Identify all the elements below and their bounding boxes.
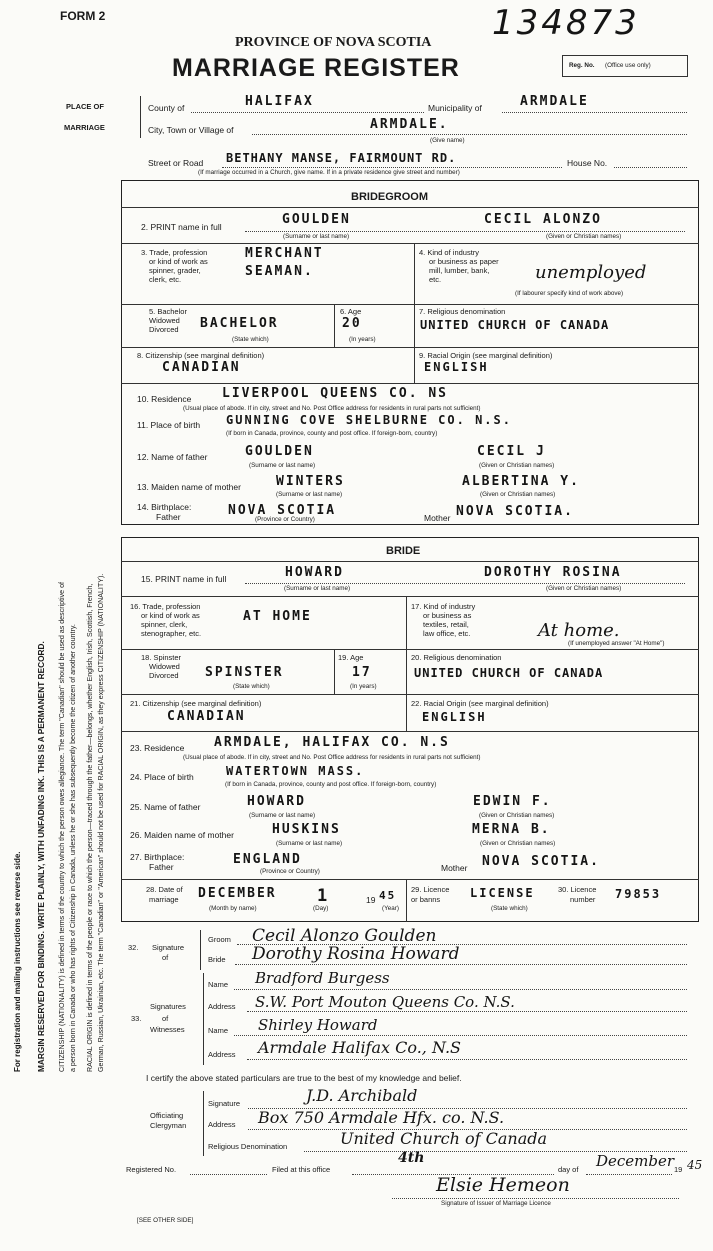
bride-sig-line	[235, 964, 687, 965]
groom-industry: unemployed	[535, 262, 647, 283]
groom-birthplace-label: 11. Place of birth	[137, 420, 201, 430]
street-note: (If marriage occurred in a Church, give name. If in a private residence give street and number)	[198, 169, 460, 176]
form-number: FORM 2	[60, 9, 106, 23]
bride-trade-label-3: spinner, clerk,	[141, 620, 188, 629]
bride-signature: Dorothy Rosina Howard	[252, 944, 460, 964]
bride-father-birth-label: Father	[149, 862, 174, 872]
side-note-3: CITIZENSHIP (NATIONALITY) is defined in terms of the country to which the person owes allegiance. The term "Canadian" should be used as descriptive of	[58, 581, 66, 1072]
bride-province-note: (Province or Country)	[260, 868, 320, 875]
bride-birthplace-note: (If born in Canada, province, county and post office. If foreign-born, country)	[225, 781, 437, 788]
bride-divider-0	[121, 561, 699, 562]
groom-religion-label: 7. Religious denomination	[419, 307, 506, 316]
bride-citizenship-label: 21. Citizenship (see marginal definition)	[130, 699, 262, 708]
licence-number-label-2: number	[570, 895, 596, 904]
groom-col-d	[414, 347, 415, 383]
bride-father-label: 25. Name of father	[130, 802, 201, 812]
groom-given: CECIL ALONZO	[484, 212, 602, 227]
groom-mother-surname-note: (Surname or last name)	[276, 491, 343, 498]
registered-line	[190, 1174, 267, 1175]
marriage-year-prefix: 19	[366, 895, 376, 905]
bride-mother-birthplace: NOVA SCOTIA.	[482, 854, 600, 869]
groom-divider-1	[121, 243, 699, 244]
page-title: MARRIAGE REGISTER	[172, 54, 460, 82]
groom-industry-note: (If labourer specify kind of work above)	[515, 290, 624, 297]
bride-industry: At home.	[538, 620, 620, 641]
groom-divider-2	[121, 304, 699, 305]
witness-label-2: of	[162, 1014, 169, 1023]
bride-status-label-2: Widowed	[149, 662, 180, 671]
bride-origin-label: 22. Racial Origin (see marginal definition)	[411, 699, 549, 708]
bride-trade: AT HOME	[243, 609, 312, 624]
groom-father-given-note: (Given or Christian names)	[479, 462, 555, 469]
bride-industry-label-1: 17. Kind of industry	[411, 602, 476, 611]
municipality-label: Municipality of	[428, 103, 482, 113]
licence-label-1: 29. Licence	[411, 885, 450, 894]
groom-religion: UNITED CHURCH OF CANADA	[420, 318, 610, 332]
give-name-note: (Give name)	[430, 137, 465, 144]
sig-of: of	[162, 953, 169, 962]
bride-divider-3	[121, 694, 699, 695]
date-label-2: marriage	[149, 895, 179, 904]
bride-status-label-1: 18. Spinster	[141, 653, 182, 662]
reg-box-label: Reg. No.	[569, 62, 595, 69]
bride-industry-label-3: textiles, retail,	[423, 620, 469, 629]
bride-father-surname: HOWARD	[247, 794, 306, 809]
licence-label-2: or banns	[411, 895, 441, 904]
groom-birthplace-note: (If born in Canada, province, county and post office. If foreign-born, country)	[226, 430, 438, 437]
reg-box-note: (Office use only)	[605, 62, 651, 69]
bride-divider-4	[121, 731, 699, 732]
bride-mother-surname: HUSKINS	[272, 822, 341, 837]
groom-mother-given-note: (Given or Christian names)	[480, 491, 556, 498]
bride-age: 17	[352, 665, 372, 680]
groom-surname: GOULDEN	[282, 212, 351, 227]
marriage-label: MARRIAGE	[64, 123, 105, 132]
bride-col-d	[406, 694, 407, 731]
date-label-1: 28. Date of	[146, 885, 183, 894]
clergy-address: Box 750 Armdale Hfx. co. N.S.	[258, 1108, 505, 1127]
bride-mother-label: 26. Maiden name of mother	[130, 830, 234, 840]
groom-father-surname-note: (Surname or last name)	[249, 462, 316, 469]
groom-divider-4	[121, 383, 699, 384]
bride-divider-2	[121, 649, 699, 650]
groom-residence: LIVERPOOL QUEENS CO. NS	[222, 386, 449, 401]
reg-box	[562, 55, 688, 77]
groom-divider-0	[121, 207, 699, 208]
city-label: City, Town or Village of	[148, 125, 234, 135]
groom-father-birth-label: Father	[156, 512, 181, 522]
w1-name: Bradford Burgess	[255, 969, 390, 987]
year-note: (Year)	[382, 905, 399, 912]
issuer-note: Signature of Issuer of Marriage Licence	[441, 1200, 551, 1207]
w1-address: S.W. Port Mouton Queens Co. N.S.	[255, 993, 515, 1011]
bride-surname: HOWARD	[285, 565, 344, 580]
groom-father-label: 12. Name of father	[137, 452, 208, 462]
sig-bracket	[200, 930, 201, 970]
clergy-bracket	[203, 1091, 204, 1156]
bride-trade-label-2: or kind of work as	[141, 611, 200, 620]
county-label: County of	[148, 103, 185, 113]
groom-status: BACHELOR	[200, 316, 279, 331]
w2-address-line	[247, 1059, 687, 1060]
witness-num: 33.	[131, 1014, 142, 1023]
licence-type: LICENSE	[470, 886, 535, 900]
groom-age-note: (In years)	[349, 336, 376, 343]
house-no-line	[614, 167, 687, 168]
groom-mother-birthplace: NOVA SCOTIA.	[456, 504, 574, 519]
city-line	[252, 134, 687, 135]
groom-birthplace: GUNNING COVE SHELBURNE CO. N.S.	[226, 413, 512, 427]
see-other-side: [SEE OTHER SIDE]	[137, 1217, 194, 1224]
bride-divider-5	[121, 879, 699, 880]
groom-divider-3	[121, 347, 699, 348]
bride-residence-note: (Usual place of abode. If in city, street and No. Post Office address for residents in rural parts not sufficient)	[183, 754, 481, 761]
groom-origin-label: 9. Racial Origin (see marginal definition)	[419, 351, 553, 360]
clergy-sig-label: Signature	[208, 1099, 241, 1108]
bride-col-c	[406, 649, 407, 694]
groom-signature: Cecil Alonzo Goulden	[252, 926, 437, 946]
groom-residence-label: 10. Residence	[137, 394, 192, 404]
bride-status: SPINSTER	[205, 665, 284, 680]
groom-trade-label-4: clerk, etc.	[149, 275, 182, 284]
groom-trade-1: MERCHANT	[245, 246, 324, 261]
filed-month: December	[596, 1152, 675, 1170]
clergy-denom-label: Religious Denomination	[208, 1142, 288, 1151]
groom-industry-label-2: or business as paper	[429, 257, 499, 266]
day-note: (Day)	[313, 905, 329, 912]
county-value: HALIFAX	[245, 94, 314, 109]
county-line	[191, 112, 424, 113]
bride-religion: UNITED CHURCH OF CANADA	[414, 666, 604, 680]
side-note-6: German, Russian, Ukrainian, etc. The term "Canadian" or "American" should not be used for RACIAL ORIGIN, as they express CITIZENSHIP (NATIONALITY).	[97, 573, 105, 1072]
groom-status-label-2: Widowed	[149, 316, 180, 325]
bride-given-note: (Given or Christian names)	[546, 585, 622, 592]
bride-mother-given: MERNA B.	[472, 822, 551, 837]
bride-print-label: 15. PRINT name in full	[141, 574, 227, 584]
province-heading: PROVINCE OF NOVA SCOTIA	[235, 35, 432, 50]
groom-citizenship: CANADIAN	[162, 360, 241, 375]
bride-mother-given-note: (Given or Christian names)	[480, 840, 556, 847]
bride-age-note: (In years)	[350, 683, 377, 690]
w2-address-label: Address	[208, 1050, 236, 1059]
bride-given: DOROTHY ROSINA	[484, 565, 622, 580]
groom-col-c	[414, 304, 415, 347]
issuer-line	[392, 1198, 679, 1199]
officiating-label-2: Clergyman	[150, 1121, 187, 1130]
groom-status-note: (State which)	[232, 336, 269, 343]
groom-father-given: CECIL J	[477, 444, 546, 459]
filed-year: 45	[687, 1158, 703, 1172]
groom-origin: ENGLISH	[424, 360, 489, 374]
groom-trade-label-1: 3. Trade, profession	[141, 248, 208, 257]
groom-industry-label-1: 4. Kind of industry	[419, 248, 480, 257]
bride-status-note: (State which)	[233, 683, 270, 690]
certify-statement: I certify the above stated particulars are true to the best of my knowledge and belief.	[146, 1073, 462, 1083]
bride-surname-note: (Surname or last name)	[284, 585, 351, 592]
bride-industry-label-2: or business as	[423, 611, 472, 620]
bride-industry-label-4: law office, etc.	[423, 629, 471, 638]
side-note-4: a person born in Canada or who has rights of Citizenship in Canada, unless he or she has subsequently become the citizen of another country.	[69, 624, 77, 1072]
municipality-value: ARMDALE	[520, 94, 589, 109]
street-value: BETHANY MANSE, FAIRMOUNT RD.	[226, 151, 457, 165]
filed-year-prefix: 19	[674, 1165, 683, 1174]
marriage-year: 45	[379, 889, 397, 902]
date-col	[406, 879, 407, 922]
licence-type-note: (State which)	[491, 905, 528, 912]
filed-day: 4th	[398, 1150, 425, 1166]
groom-citizenship-label: 8. Citizenship (see marginal definition)	[137, 351, 265, 360]
groom-trade-2: SEAMAN.	[245, 264, 314, 279]
groom-mother-surname: WINTERS	[276, 474, 345, 489]
bride-father-birthplace: ENGLAND	[233, 852, 302, 867]
bride-trade-label-4: stenographer, etc.	[141, 629, 202, 638]
groom-trade-label-2: or kind of work as	[149, 257, 208, 266]
groom-col-a	[414, 243, 415, 304]
bride-father-surname-note: (Surname or last name)	[249, 812, 316, 819]
w1-name-line	[234, 989, 687, 990]
bride-father-given-note: (Given or Christian names)	[479, 812, 555, 819]
w2-address: Armdale Halifax Co., N.S	[258, 1038, 461, 1057]
sig-label: Signature	[152, 943, 185, 952]
groom-industry-label-3: mill, lumber, bank,	[429, 266, 490, 275]
side-note-2: MARGIN RESERVED FOR BINDING. WRITE PLAINLY, WITH UNFADING INK. THIS IS A PERMANENT RECORD.	[36, 641, 46, 1072]
groom-print-label: 2. PRINT name in full	[141, 222, 222, 232]
w1-address-label: Address	[208, 1002, 236, 1011]
filed-month-line	[586, 1174, 672, 1175]
sig-label-num: 32.	[128, 943, 139, 952]
month-note: (Month by name)	[209, 905, 257, 912]
city-value: ARMDALE.	[370, 117, 449, 132]
groom-father-surname: GOULDEN	[245, 444, 314, 459]
w2-name-label: Name	[208, 1026, 229, 1035]
bride-divider-1	[121, 596, 699, 597]
bride-section	[121, 537, 699, 922]
bride-origin: ENGLISH	[422, 710, 487, 724]
groom-age-label: 6. Age	[340, 307, 362, 316]
bride-sig-label: Bride	[208, 955, 226, 964]
bride-residence: ARMDALE, HALIFAX CO. N.S	[214, 735, 450, 750]
bridegroom-header: BRIDEGROOM	[351, 191, 428, 203]
street-label: Street or Road	[148, 158, 204, 168]
groom-age: 20	[342, 316, 362, 331]
groom-industry-label-4: etc.	[429, 275, 442, 284]
side-note-5: RACIAL ORIGIN is defined in terms of the people or race to which the person—traced through the father—belongs, whether English, Irish, Scottish, French,	[86, 583, 94, 1072]
groom-sig-label: Groom	[208, 935, 231, 944]
officiating-label-1: Officiating	[150, 1111, 184, 1120]
bride-mother-birth-label: Mother	[441, 863, 468, 873]
street-line	[222, 167, 562, 168]
place-bracket	[140, 96, 141, 138]
day-of-label: day of	[558, 1165, 579, 1174]
bride-residence-label: 23. Residence	[130, 743, 185, 753]
bride-birthplace-label: 24. Place of birth	[130, 772, 194, 782]
bride-col-b	[334, 649, 335, 694]
marriage-day: 1	[317, 886, 330, 906]
bride-age-label: 19. Age	[338, 653, 364, 662]
groom-trade-label-3: spinner, grader,	[149, 266, 201, 275]
groom-name-line	[245, 231, 685, 232]
w1-name-label: Name	[208, 980, 229, 989]
groom-residence-note: (Usual place of abode. If in city, street and No. Post Office address for residents in rural parts not sufficient)	[183, 405, 481, 412]
bride-citizenship: CANADIAN	[167, 709, 246, 724]
bride-father-given: EDWIN F.	[473, 794, 552, 809]
side-note-1: For registration and mailing instructions see reverse side.	[13, 851, 22, 1072]
house-no-label: House No.	[567, 158, 608, 168]
bride-name-line	[245, 583, 685, 584]
bride-trade-label-1: 16. Trade, profession	[130, 602, 201, 611]
licence-number-label-1: 30. Licence	[558, 885, 597, 894]
w1-address-line	[247, 1011, 687, 1012]
bride-religion-label: 20. Religious denomination	[411, 653, 502, 662]
groom-mother-given: ALBERTINA Y.	[462, 474, 580, 489]
bride-header: BRIDE	[386, 545, 421, 557]
registered-label: Registered No.	[126, 1165, 177, 1174]
clergy-denomination: United Church of Canada	[340, 1129, 548, 1148]
licence-number: 79853	[615, 887, 662, 901]
groom-status-label-3: Divorced	[149, 325, 179, 334]
municipality-line	[502, 112, 687, 113]
w2-name: Shirley Howard	[258, 1016, 378, 1034]
groom-col-b	[334, 304, 335, 347]
groom-given-note: (Given or Christian names)	[546, 233, 622, 240]
groom-birthplace-parents-label: 14. Birthplace:	[137, 502, 192, 512]
groom-mother-label: 13. Maiden name of mother	[137, 482, 241, 492]
groom-surname-note: (Surname or last name)	[283, 233, 350, 240]
filed-label: Filed at this office	[272, 1165, 331, 1174]
groom-mother-birth-label: Mother	[424, 513, 451, 523]
bride-col-a	[406, 596, 407, 649]
bride-industry-note: (If unemployed answer "At Home")	[568, 640, 665, 647]
witness-label-3: Witnesses	[150, 1025, 185, 1034]
marriage-month: DECEMBER	[198, 886, 277, 901]
clergy-signature: J.D. Archibald	[306, 1086, 418, 1105]
w2-name-line	[234, 1035, 687, 1036]
place-of-label: PLACE OF	[66, 102, 104, 111]
bride-status-label-3: Divorced	[149, 671, 179, 680]
bride-birthplace-parents-label: 27. Birthplace:	[130, 852, 185, 862]
clergy-address-label: Address	[208, 1120, 236, 1129]
witness-label-1: Signatures	[150, 1002, 186, 1011]
groom-status-label-1: 5. Bachelor	[149, 307, 187, 316]
groom-father-birthplace: NOVA SCOTIA	[228, 503, 337, 518]
groom-province-note: (Province or Country)	[255, 516, 315, 523]
bride-mother-surname-note: (Surname or last name)	[276, 840, 343, 847]
witness-bracket	[203, 973, 204, 1065]
issuer-signature: Elsie Hemeon	[436, 1174, 570, 1196]
bride-birthplace: WATERTOWN MASS.	[226, 764, 365, 778]
registration-number: 134873	[492, 3, 640, 43]
